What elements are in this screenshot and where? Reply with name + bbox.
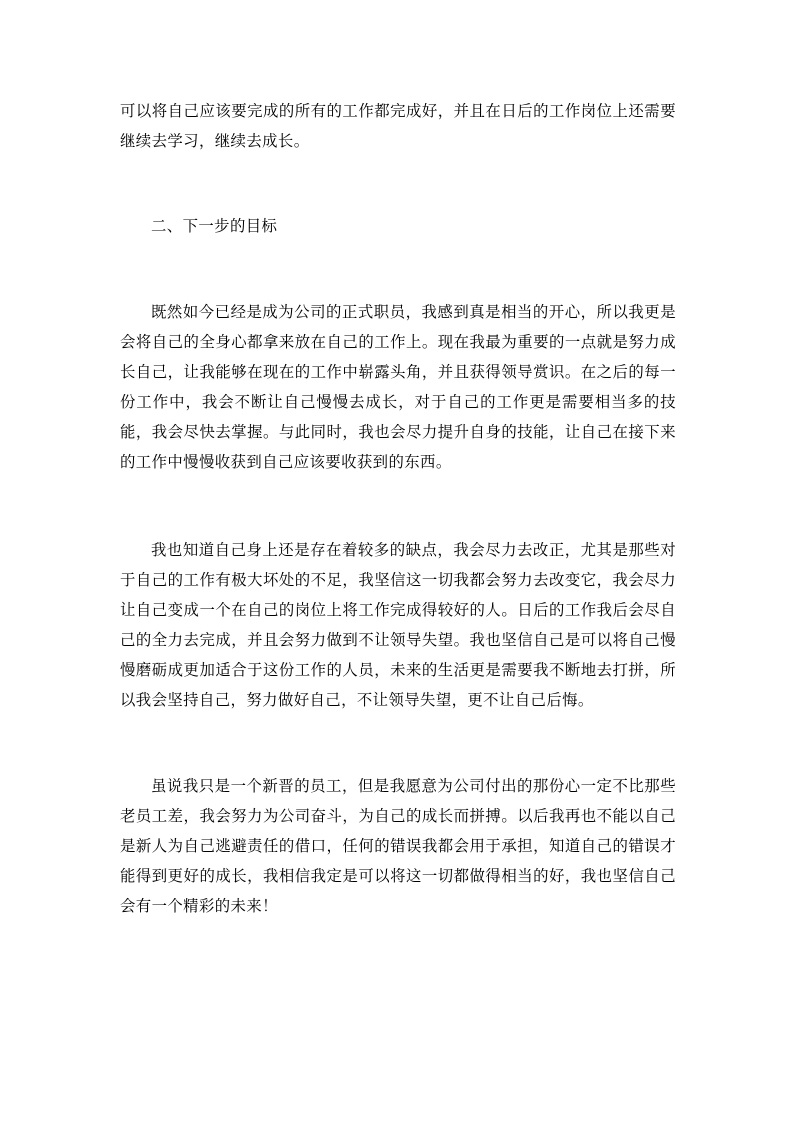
paragraph-goals: 既然如今已经是成为公司的正式职员，我感到真是相当的开心，所以我更是会将自己的全身心都拿来放在自己的工作上。现在我最为重要的一点就是努力成长自己，让我能够在现在的工作中崭露头角，并且获得领导赏识。在之后的每一份工作中，我会不断让自己慢慢去成长，对于自己的工作更是需要相当多的技能，我会尽快去掌握。与此同时，我也会尽力提升自身的技能，让自己在接下来的工作中慢慢收获到自己应该要收获到的东西。: [120, 303, 676, 471]
paragraph-commitment: 虽说我只是一个新晋的员工，但是我愿意为公司付出的那份心一定不比那些老员工差，我会努力为公司奋斗，为自己的成长而拼搏。以后我再也不能以自己是新人为自己逃避责任的借口，任何的错误我都会用于承担，知道自己的错误才能得到更好的成长，我相信我定是可以将这一切都做得相当的好，我也坚信自己会有一个精彩的未来！: [120, 777, 676, 915]
section-heading: 二、下一步的目标: [151, 217, 278, 235]
paragraph-shortcomings: 我也知道自己身上还是存在着较多的缺点，我会尽力去改正，尤其是那些对于自己的工作有极大坏处的不足，我坚信这一切我都会努力去改变它，我会尽力让自己变成一个在自己的岗位上将工作完成得较好的人。日后的工作我后会尽自己的全力去完成，并且会努力做到不让领导失望。我也坚信自己是可以将自己慢慢磨砺成更加适合于这份工作的人员，未来的生活更是需要我不断地去打拼，所以我会坚持自己，努力做好自己，不让领导失望，更不让自己后悔。: [120, 541, 676, 709]
paragraph-continuation: 可以将自己应该要完成的所有的工作都完成好，并且在日后的工作岗位上还需要继续去学习，继续去成长。: [120, 102, 676, 150]
